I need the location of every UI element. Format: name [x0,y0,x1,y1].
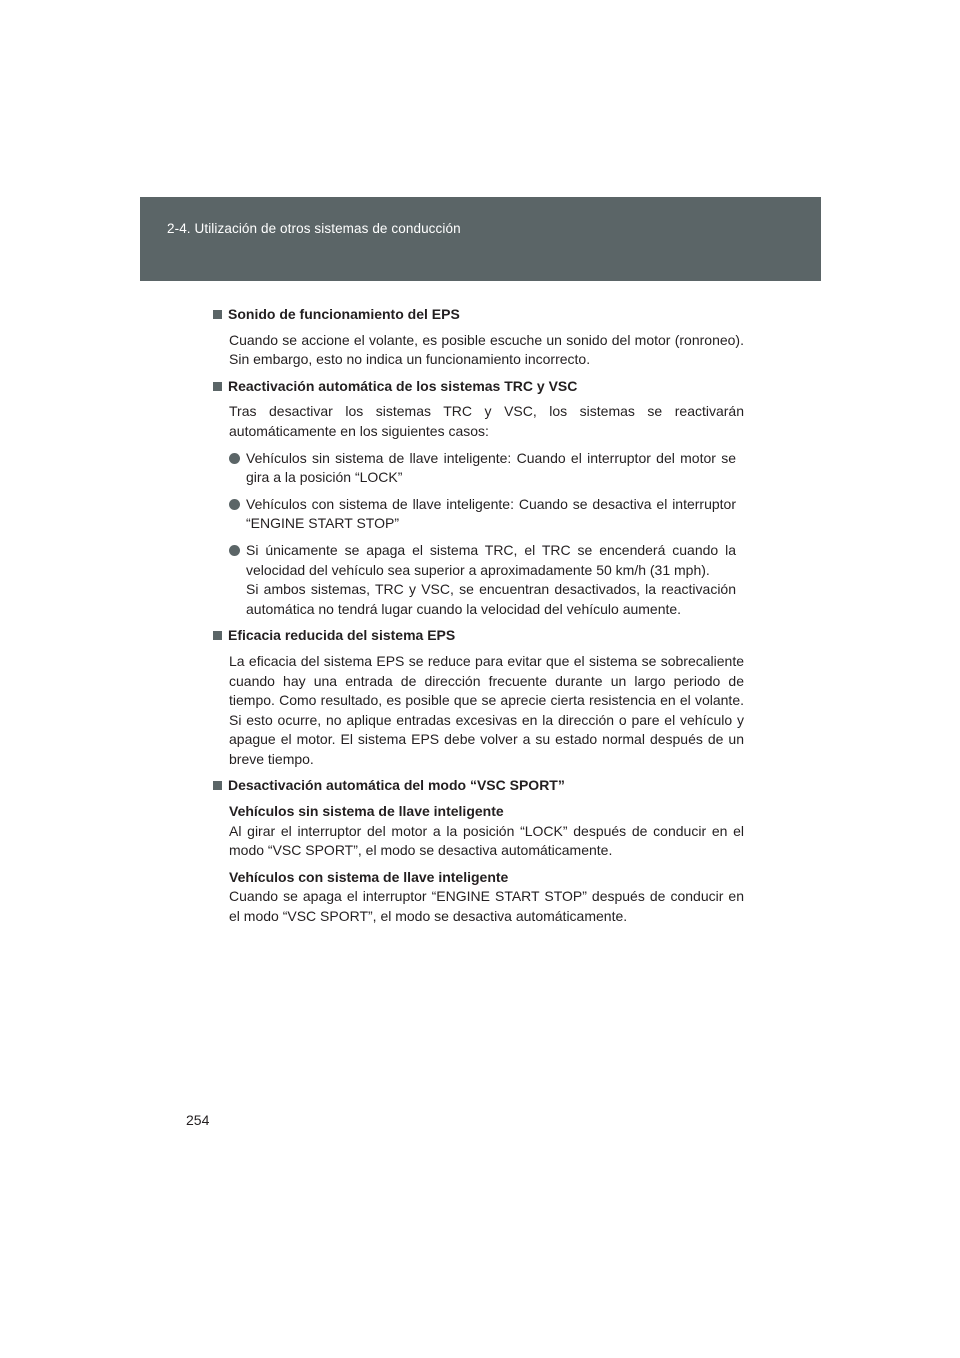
section-heading [213,305,744,325]
subsection-text: Cuando se apaga el interruptor “ENGINE START STOP” después de conducir en el modo “VSC SPORT”, el modo se desactiva automáticamente. [229,888,744,925]
subsection-heading: Vehículos con sistema de llave inteligente [229,868,509,885]
circle-bullet-icon [229,545,240,556]
section-eps-sound [213,305,744,370]
square-bullet-icon [213,781,222,790]
list-item [229,449,744,488]
list-item [229,495,744,534]
section-eps-reduced [213,626,744,769]
square-bullet-icon [213,382,222,391]
square-bullet-icon [213,631,222,640]
paragraph: Cuando se accione el volante, es posible escuche un sonido del motor (ronroneo). Sin embargo, esto no indica un funcionamiento incorrecto. [229,331,744,368]
subsection [229,802,744,861]
list-item-text: Si ambos sistemas, TRC y VSC, se encuentran desactivados, la reactivación automática no tendrá lugar cuando la velocidad del vehículo aumente. [246,581,736,617]
page-number: 254 [186,1112,210,1128]
list-item [229,541,744,619]
list-item-text: Vehículos con sistema de llave inteligente: Cuando se desactiva el interruptor “ENGINE START STOP” [246,495,736,532]
section-heading [213,377,744,397]
circle-bullet-icon [229,499,240,510]
section-vsc-sport [213,776,744,926]
section-trc-vsc-reactivation [213,377,744,620]
section-heading-text: Reactivación automática de los sistemas TRC y VSC [228,377,578,394]
section-heading [213,776,744,796]
section-heading-text: Desactivación automática del modo “VSC SPORT” [228,777,565,794]
subsection [229,868,744,927]
subsection-text: Al girar el interruptor del motor a la posición “LOCK” después de conducir en el modo “VSC SPORT”, el modo se desactiva automáticamente. [229,822,744,859]
square-bullet-icon [213,310,222,319]
paragraph: Tras desactivar los sistemas TRC y VSC, los sistemas se reactivarán automáticamente en los siguientes casos: [229,403,744,439]
section-heading-text: Sonido de funcionamiento del EPS [228,306,460,322]
subsection-heading: Vehículos sin sistema de llave inteligente [229,803,504,820]
section-heading-text: Eficacia reducida del sistema EPS [228,627,456,644]
circle-bullet-icon [229,453,240,464]
paragraph: La eficacia del sistema EPS se reduce para evitar que el sistema se sobrecaliente cuando hay una entrada de dirección frecuente durante un largo periodo de tiempo. Como resultado, es posible que se aprecie cierta resistencia en el volante. Si esto ocurre, no aplique entradas excesivas en la dirección o pare el vehículo y apague el motor. El sistema EPS debe volver a su estado normal después de un breve tiempo. [229,652,744,767]
section-title: 2-4. Utilización de otros sistemas de conducción [167,221,461,236]
section-heading [213,626,744,646]
list-item-text: Si únicamente se apaga el sistema TRC, el TRC se encenderá cuando la velocidad del vehículo sea superior a aproximadamente 50 km/h (31 mph). [246,541,736,578]
header-band [140,197,821,281]
main-content [213,305,744,934]
list-item-text: Vehículos sin sistema de llave inteligente: Cuando el interruptor del motor se gira a la posición “LOCK” [246,449,736,486]
